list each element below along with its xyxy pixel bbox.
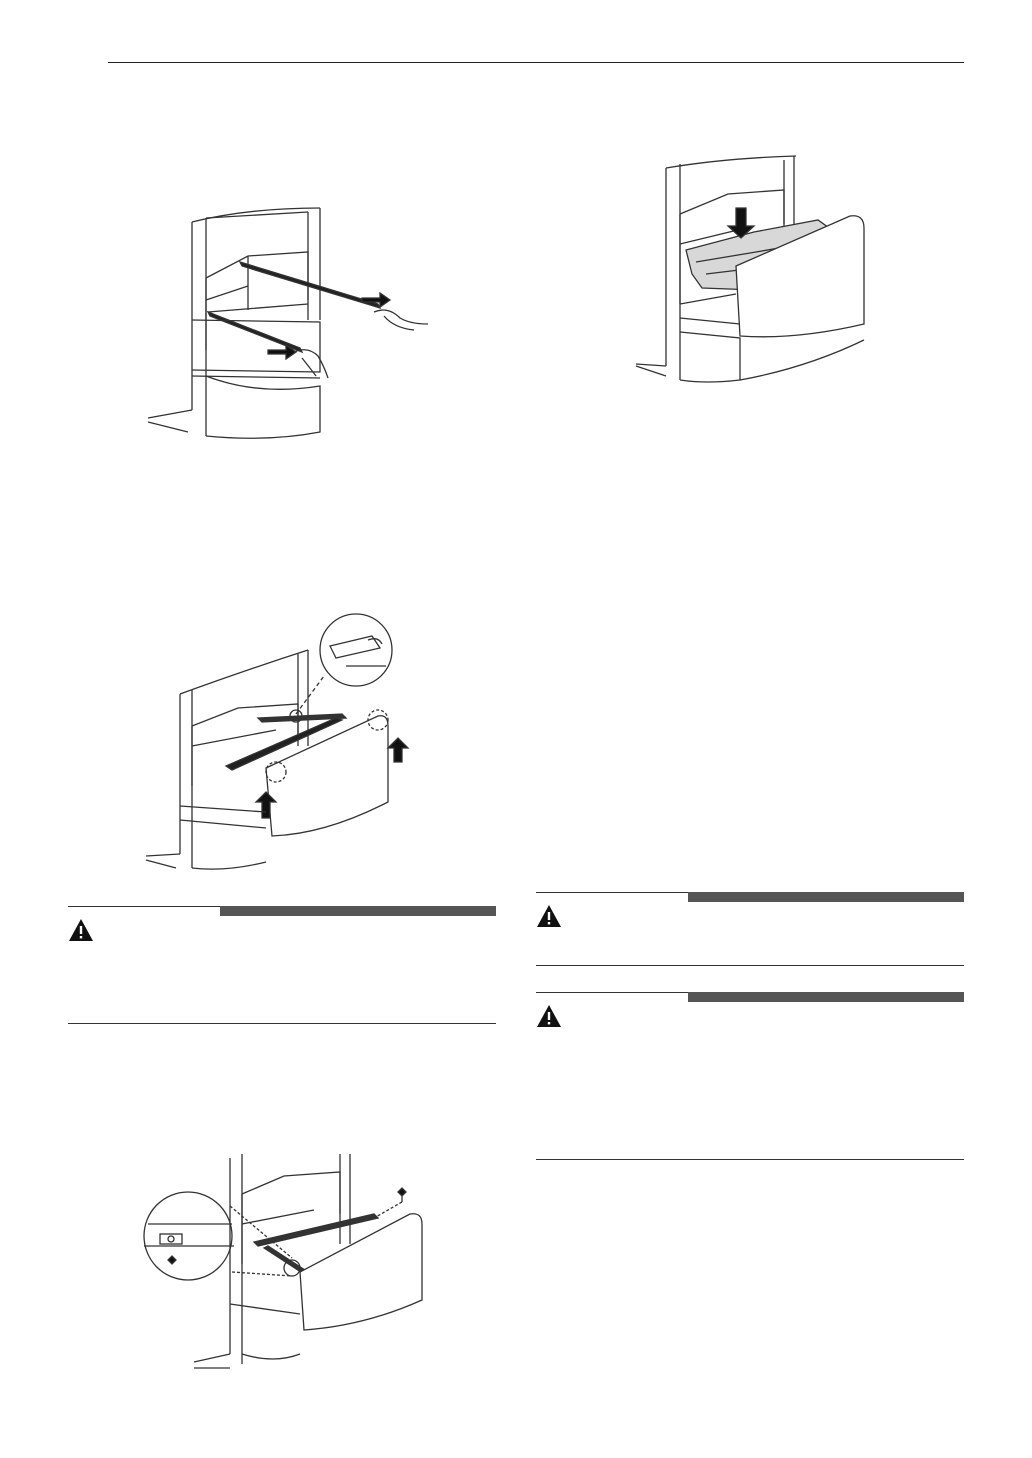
warning-box-left (68, 906, 496, 1026)
illustration-insert-basket (636, 154, 876, 386)
warning-bottom-rule (536, 965, 964, 966)
header-rule (108, 62, 964, 63)
warning-box-right-2 (536, 992, 964, 1162)
illustration-drawer-screws (144, 1154, 434, 1370)
warning-top-rule (68, 906, 220, 907)
warning-bottom-rule (536, 1159, 964, 1160)
warning-header-bar (688, 892, 964, 902)
warning-header-bar (688, 992, 964, 1002)
illustration-remove-rails (148, 200, 438, 440)
warning-box-right-1 (536, 892, 964, 968)
warning-triangle-icon (536, 904, 562, 928)
illustration-attach-drawer-front (146, 606, 426, 874)
warning-bottom-rule (68, 1023, 496, 1024)
warning-header-bar (220, 906, 496, 916)
warning-triangle-icon (536, 1004, 562, 1028)
warning-top-rule (536, 892, 688, 893)
warning-triangle-icon (68, 918, 94, 942)
warning-top-rule (536, 992, 688, 993)
